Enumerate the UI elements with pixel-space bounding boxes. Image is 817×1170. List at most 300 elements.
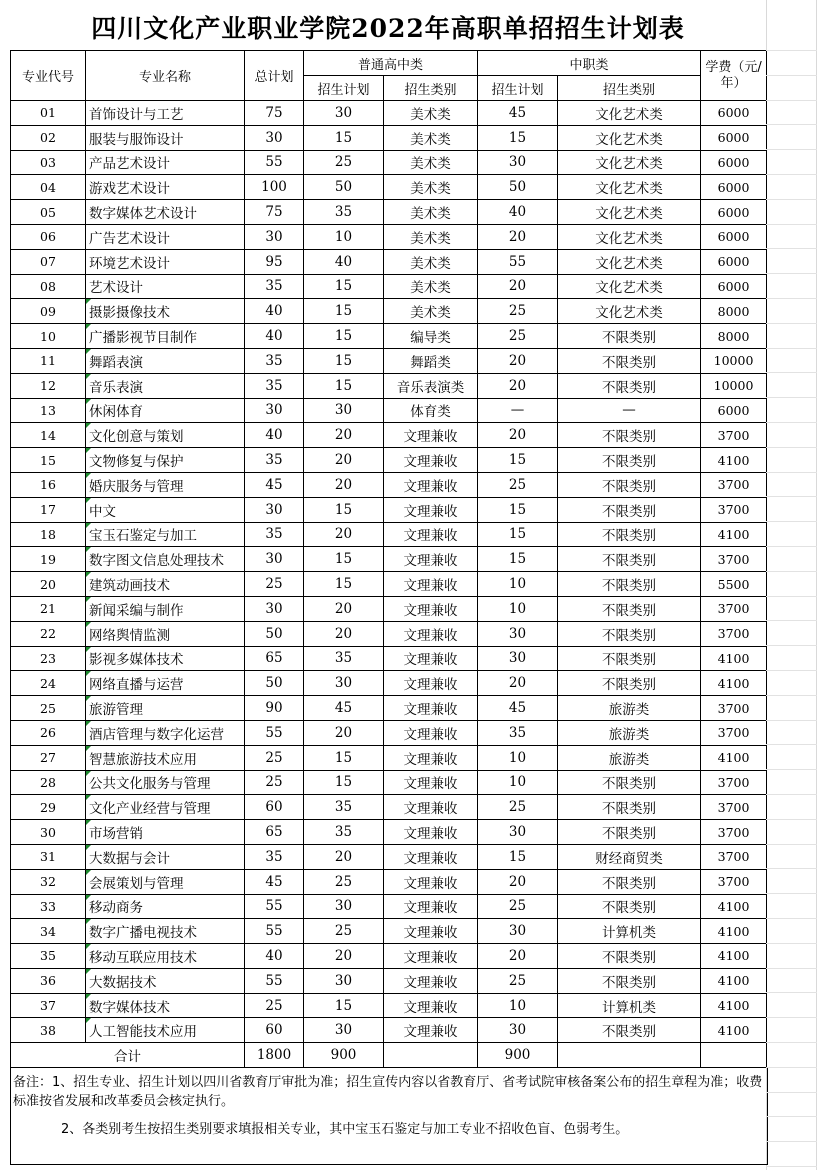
table-row xyxy=(11,720,767,745)
cell-name: 移动商务 xyxy=(86,894,245,919)
cell-voc-category: 不限类别 xyxy=(558,423,701,448)
cell-name: 新闻采编与制作 xyxy=(86,596,245,621)
gridline xyxy=(766,968,817,969)
cell-voc-category: 不限类别 xyxy=(558,795,701,820)
table-row xyxy=(11,745,767,770)
cell-name: 摄影摄像技术 xyxy=(86,299,245,324)
cell-voc-plan: 20 xyxy=(478,944,558,969)
cell-voc-category: 不限类别 xyxy=(558,373,701,398)
cell-voc-plan: 15 xyxy=(478,547,558,572)
gridline xyxy=(766,744,817,745)
cell-total: 60 xyxy=(245,1018,304,1043)
cell-code: 03 xyxy=(11,150,86,175)
gridline xyxy=(766,496,817,497)
cell-fee: 3700 xyxy=(701,795,767,820)
cell-code: 36 xyxy=(11,968,86,993)
table-row xyxy=(11,348,767,373)
cell-hs-category: 文理兼收 xyxy=(384,844,478,869)
table-row xyxy=(11,919,767,944)
cell-code: 28 xyxy=(11,770,86,795)
gridline xyxy=(766,1067,817,1068)
cell-name: 网络舆情监测 xyxy=(86,621,245,646)
gridline xyxy=(766,1116,817,1117)
cell-voc-category: 不限类别 xyxy=(558,572,701,597)
cell-hs-category: 文理兼收 xyxy=(384,646,478,671)
cell-total: 35 xyxy=(245,348,304,373)
cell-fee: 4100 xyxy=(701,745,767,770)
cell-hs-category: 文理兼收 xyxy=(384,596,478,621)
table-row xyxy=(11,472,767,497)
cell-voc-category: 不限类别 xyxy=(558,646,701,671)
cell-total: 45 xyxy=(245,869,304,894)
cell-name: 影视多媒体技术 xyxy=(86,646,245,671)
table-row xyxy=(11,671,767,696)
cell-hs-plan: 15 xyxy=(304,324,384,349)
cell-hs-plan: 35 xyxy=(304,820,384,845)
cell-total: 35 xyxy=(245,274,304,299)
cell-voc-plan: 25 xyxy=(478,324,558,349)
cell-voc-category: 不限类别 xyxy=(558,671,701,696)
gridline xyxy=(766,819,817,820)
cell-total: 25 xyxy=(245,572,304,597)
gridline xyxy=(766,571,817,572)
cell-voc-plan: 15 xyxy=(478,844,558,869)
cell-name: 移动互联应用技术 xyxy=(86,944,245,969)
cell-code: 27 xyxy=(11,745,86,770)
gridline xyxy=(766,422,817,423)
gridline xyxy=(766,794,817,795)
cell-voc-plan: 25 xyxy=(478,894,558,919)
table-row xyxy=(11,770,767,795)
cell-voc-plan: 20 xyxy=(478,373,558,398)
cell-hs-plan: 15 xyxy=(304,993,384,1018)
table-row xyxy=(11,398,767,423)
cell-code: 06 xyxy=(11,224,86,249)
cell-fee: 4100 xyxy=(701,448,767,473)
cell-hs-category: 文理兼收 xyxy=(384,621,478,646)
cell-fee: 6000 xyxy=(701,200,767,225)
table-row xyxy=(11,621,767,646)
cell-voc-category: — xyxy=(558,398,701,423)
cell-hs-plan: 10 xyxy=(304,224,384,249)
cell-hs-category: 美术类 xyxy=(384,249,478,274)
cell-hs-category: 文理兼收 xyxy=(384,944,478,969)
header-total: 总计划 xyxy=(245,51,304,101)
cell-fee: 6000 xyxy=(701,274,767,299)
cell-voc-plan: 20 xyxy=(478,671,558,696)
cell-voc-plan: 25 xyxy=(478,968,558,993)
cell-fee: 8000 xyxy=(701,299,767,324)
cell-total: 25 xyxy=(245,993,304,1018)
cell-hs-plan: 20 xyxy=(304,621,384,646)
cell-code: 26 xyxy=(11,720,86,745)
cell-hs-plan: 20 xyxy=(304,596,384,621)
cell-hs-plan: 20 xyxy=(304,448,384,473)
cell-fee: 3700 xyxy=(701,696,767,721)
cell-hs-plan: 15 xyxy=(304,299,384,324)
cell-hs-plan: 15 xyxy=(304,770,384,795)
cell-hs-plan: 20 xyxy=(304,944,384,969)
cell-hs-category: 舞蹈类 xyxy=(384,348,478,373)
cell-hs-category: 文理兼收 xyxy=(384,572,478,597)
cell-hs-category: 文理兼收 xyxy=(384,968,478,993)
cell-total: 100 xyxy=(245,175,304,200)
cell-name: 市场营销 xyxy=(86,820,245,845)
totals-hs-plan: 900 xyxy=(304,1043,384,1068)
cell-fee: 3700 xyxy=(701,621,767,646)
gridline xyxy=(766,397,817,398)
gridline xyxy=(766,1092,817,1093)
table-row xyxy=(11,572,767,597)
cell-hs-category: 编导类 xyxy=(384,324,478,349)
cell-total: 60 xyxy=(245,795,304,820)
cell-fee: 4100 xyxy=(701,1018,767,1043)
cell-name: 中文 xyxy=(86,497,245,522)
cell-code: 02 xyxy=(11,125,86,150)
cell-voc-plan: 30 xyxy=(478,820,558,845)
cell-code: 09 xyxy=(11,299,86,324)
cell-hs-category: 美术类 xyxy=(384,299,478,324)
cell-fee: 5500 xyxy=(701,572,767,597)
cell-fee: 10000 xyxy=(701,373,767,398)
gridline xyxy=(766,695,817,696)
cell-hs-category: 美术类 xyxy=(384,224,478,249)
cell-total: 75 xyxy=(245,200,304,225)
cell-hs-category: 文理兼收 xyxy=(384,547,478,572)
cell-fee: 6000 xyxy=(701,249,767,274)
cell-total: 90 xyxy=(245,696,304,721)
cell-total: 40 xyxy=(245,299,304,324)
cell-total: 30 xyxy=(245,398,304,423)
cell-total: 30 xyxy=(245,224,304,249)
cell-hs-plan: 20 xyxy=(304,522,384,547)
cell-code: 35 xyxy=(11,944,86,969)
cell-hs-plan: 35 xyxy=(304,795,384,820)
gridline xyxy=(766,893,817,894)
cell-total: 50 xyxy=(245,621,304,646)
cell-name: 酒店管理与数字化运营 xyxy=(86,720,245,745)
cell-total: 45 xyxy=(245,472,304,497)
table-row xyxy=(11,224,767,249)
cell-hs-plan: 20 xyxy=(304,472,384,497)
cell-voc-category: 不限类别 xyxy=(558,894,701,919)
cell-code: 11 xyxy=(11,348,86,373)
cell-hs-plan: 45 xyxy=(304,696,384,721)
header-fee: 学费（元/年） xyxy=(701,51,767,101)
cell-code: 07 xyxy=(11,249,86,274)
gridline xyxy=(766,124,817,125)
gridline xyxy=(766,224,817,225)
cell-code: 04 xyxy=(11,175,86,200)
cell-code: 37 xyxy=(11,993,86,1018)
cell-hs-plan: 30 xyxy=(304,101,384,126)
cell-fee: 3700 xyxy=(701,497,767,522)
cell-hs-category: 文理兼收 xyxy=(384,820,478,845)
gridline xyxy=(766,174,817,175)
header-code: 专业代号 xyxy=(11,51,86,101)
cell-total: 75 xyxy=(245,101,304,126)
table-row xyxy=(11,249,767,274)
cell-code: 18 xyxy=(11,522,86,547)
cell-fee: 10000 xyxy=(701,348,767,373)
gridline xyxy=(766,769,817,770)
table-row xyxy=(11,596,767,621)
cell-name: 舞蹈表演 xyxy=(86,348,245,373)
gridline xyxy=(766,620,817,621)
cell-name: 休闲体育 xyxy=(86,398,245,423)
cell-name: 首饰设计与工艺 xyxy=(86,101,245,126)
gridline xyxy=(766,670,817,671)
cell-total: 25 xyxy=(245,745,304,770)
cell-name: 数字媒体技术 xyxy=(86,993,245,1018)
cell-total: 25 xyxy=(245,770,304,795)
table-row xyxy=(11,200,767,225)
cell-voc-category: 不限类别 xyxy=(558,944,701,969)
enrollment-plan-table xyxy=(10,50,767,1068)
cell-name: 游戏艺术设计 xyxy=(86,175,245,200)
cell-name: 广告艺术设计 xyxy=(86,224,245,249)
gridline xyxy=(766,50,817,51)
table-row xyxy=(11,795,767,820)
cell-voc-plan: 20 xyxy=(478,348,558,373)
gridline xyxy=(766,844,817,845)
table-row xyxy=(11,274,767,299)
table-row xyxy=(11,448,767,473)
header-voc-category: 招生类别 xyxy=(558,76,701,101)
gridline xyxy=(766,372,817,373)
table-row xyxy=(11,299,767,324)
cell-name: 文物修复与保护 xyxy=(86,448,245,473)
cell-voc-category: 不限类别 xyxy=(558,820,701,845)
gridline xyxy=(766,323,817,324)
table-row xyxy=(11,968,767,993)
table-row xyxy=(11,423,767,448)
cell-fee: 6000 xyxy=(701,175,767,200)
cell-total: 40 xyxy=(245,324,304,349)
cell-hs-category: 文理兼收 xyxy=(384,522,478,547)
cell-code: 23 xyxy=(11,646,86,671)
cell-hs-plan: 15 xyxy=(304,125,384,150)
cell-fee: 6000 xyxy=(701,224,767,249)
cell-voc-category: 不限类别 xyxy=(558,869,701,894)
cell-name: 旅游管理 xyxy=(86,696,245,721)
cell-voc-category: 文化艺术类 xyxy=(558,200,701,225)
cell-code: 10 xyxy=(11,324,86,349)
cell-voc-category: 计算机类 xyxy=(558,919,701,944)
cell-hs-category: 文理兼收 xyxy=(384,472,478,497)
cell-total: 95 xyxy=(245,249,304,274)
cell-code: 15 xyxy=(11,448,86,473)
gridline xyxy=(766,298,817,299)
cell-hs-category: 文理兼收 xyxy=(384,869,478,894)
cell-voc-category: 不限类别 xyxy=(558,324,701,349)
remark-2: 2、各类别考生按招生类别要求填报相关专业，其中宝玉石鉴定与加工专业不招收色盲、色弱考生。 xyxy=(61,1122,629,1137)
gridline xyxy=(766,546,817,547)
cell-name: 大数据与会计 xyxy=(86,844,245,869)
gridline xyxy=(766,1141,817,1142)
cell-hs-plan: 35 xyxy=(304,646,384,671)
cell-code: 30 xyxy=(11,820,86,845)
gridline xyxy=(766,645,817,646)
cell-voc-plan: 45 xyxy=(478,696,558,721)
cell-voc-category: 不限类别 xyxy=(558,448,701,473)
gridline xyxy=(766,1166,817,1167)
cell-total: 30 xyxy=(245,497,304,522)
totals-voc-plan: 900 xyxy=(478,1043,558,1068)
cell-name: 音乐表演 xyxy=(86,373,245,398)
cell-code: 17 xyxy=(11,497,86,522)
cell-hs-category: 美术类 xyxy=(384,200,478,225)
totals-total: 1800 xyxy=(245,1043,304,1068)
cell-total: 30 xyxy=(245,547,304,572)
cell-fee: 8000 xyxy=(701,324,767,349)
remark-1: 备注：1、招生专业、招生计划以四川省教育厅审批为准；招生宣传内容以省教育厅、省考试院审核备案公布的招生章程为准；收费标准按省发展和改革委员会核定执行。 xyxy=(13,1075,763,1109)
cell-code: 25 xyxy=(11,696,86,721)
totals-hs-category xyxy=(384,1043,478,1068)
table-row xyxy=(11,1018,767,1043)
table-row xyxy=(11,522,767,547)
cell-hs-plan: 15 xyxy=(304,497,384,522)
cell-total: 40 xyxy=(245,944,304,969)
gridline xyxy=(766,273,817,274)
cell-code: 22 xyxy=(11,621,86,646)
cell-hs-category: 文理兼收 xyxy=(384,745,478,770)
totals-voc-category xyxy=(558,1043,701,1068)
cell-voc-category: 不限类别 xyxy=(558,547,701,572)
cell-voc-plan: 30 xyxy=(478,646,558,671)
cell-code: 33 xyxy=(11,894,86,919)
gridline xyxy=(766,447,817,448)
cell-name: 公共文化服务与管理 xyxy=(86,770,245,795)
cell-hs-plan: 35 xyxy=(304,200,384,225)
cell-hs-plan: 15 xyxy=(304,274,384,299)
table-row xyxy=(11,175,767,200)
cell-name: 宝玉石鉴定与加工 xyxy=(86,522,245,547)
totals-label: 合计 xyxy=(11,1043,245,1068)
header-name: 专业名称 xyxy=(86,51,245,101)
cell-total: 35 xyxy=(245,522,304,547)
gridline xyxy=(766,75,817,76)
table-row xyxy=(11,944,767,969)
cell-fee: 4100 xyxy=(701,671,767,696)
cell-hs-category: 体育类 xyxy=(384,398,478,423)
cell-voc-plan: 15 xyxy=(478,125,558,150)
cell-total: 65 xyxy=(245,820,304,845)
cell-voc-plan: 15 xyxy=(478,497,558,522)
cell-code: 01 xyxy=(11,101,86,126)
cell-hs-category: 文理兼收 xyxy=(384,671,478,696)
cell-fee: 4100 xyxy=(701,919,767,944)
cell-hs-category: 文理兼收 xyxy=(384,720,478,745)
cell-hs-plan: 15 xyxy=(304,348,384,373)
cell-hs-plan: 25 xyxy=(304,150,384,175)
cell-hs-plan: 40 xyxy=(304,249,384,274)
cell-voc-plan: 10 xyxy=(478,993,558,1018)
table-body xyxy=(11,101,767,1043)
cell-total: 55 xyxy=(245,919,304,944)
cell-voc-category: 不限类别 xyxy=(558,968,701,993)
gridline xyxy=(766,918,817,919)
cell-fee: 4100 xyxy=(701,646,767,671)
cell-total: 35 xyxy=(245,844,304,869)
cell-voc-plan: 35 xyxy=(478,720,558,745)
cell-hs-plan: 30 xyxy=(304,968,384,993)
cell-hs-category: 文理兼收 xyxy=(384,795,478,820)
table-row xyxy=(11,993,767,1018)
cell-total: 30 xyxy=(245,596,304,621)
cell-code: 16 xyxy=(11,472,86,497)
cell-name: 数字媒体艺术设计 xyxy=(86,200,245,225)
cell-fee: 3700 xyxy=(701,720,767,745)
header-vocational: 中职类 xyxy=(478,51,701,76)
cell-voc-plan: 30 xyxy=(478,621,558,646)
cell-code: 34 xyxy=(11,919,86,944)
cell-fee: 4100 xyxy=(701,968,767,993)
cell-hs-category: 文理兼收 xyxy=(384,919,478,944)
cell-hs-category: 文理兼收 xyxy=(384,423,478,448)
cell-hs-category: 音乐表演类 xyxy=(384,373,478,398)
cell-voc-plan: 10 xyxy=(478,745,558,770)
cell-name: 艺术设计 xyxy=(86,274,245,299)
gridline xyxy=(766,1042,817,1043)
cell-voc-category: 文化艺术类 xyxy=(558,249,701,274)
cell-fee: 3700 xyxy=(701,844,767,869)
gridline xyxy=(766,199,817,200)
cell-fee: 4100 xyxy=(701,522,767,547)
cell-hs-category: 美术类 xyxy=(384,175,478,200)
cell-voc-category: 不限类别 xyxy=(558,770,701,795)
cell-fee: 6000 xyxy=(701,125,767,150)
cell-hs-plan: 15 xyxy=(304,373,384,398)
cell-name: 环境艺术设计 xyxy=(86,249,245,274)
cell-voc-category: 文化艺术类 xyxy=(558,125,701,150)
cell-code: 24 xyxy=(11,671,86,696)
table-row xyxy=(11,696,767,721)
gridline xyxy=(766,348,817,349)
cell-hs-category: 文理兼收 xyxy=(384,894,478,919)
cell-voc-plan: 25 xyxy=(478,299,558,324)
cell-voc-plan: 50 xyxy=(478,175,558,200)
cell-total: 40 xyxy=(245,423,304,448)
cell-voc-category: 不限类别 xyxy=(558,596,701,621)
cell-code: 32 xyxy=(11,869,86,894)
cell-voc-category: 文化艺术类 xyxy=(558,299,701,324)
table-row xyxy=(11,646,767,671)
gridline xyxy=(766,248,817,249)
cell-voc-plan: 30 xyxy=(478,1018,558,1043)
cell-hs-plan: 20 xyxy=(304,423,384,448)
cell-voc-plan: 40 xyxy=(478,200,558,225)
gridline xyxy=(766,100,817,101)
cell-fee: 4100 xyxy=(701,944,767,969)
cell-voc-plan: 30 xyxy=(478,919,558,944)
cell-code: 21 xyxy=(11,596,86,621)
header-hs-category: 招生类别 xyxy=(384,76,478,101)
cell-name: 广播影视节目制作 xyxy=(86,324,245,349)
cell-code: 38 xyxy=(11,1018,86,1043)
cell-code: 05 xyxy=(11,200,86,225)
gridline xyxy=(766,149,817,150)
cell-fee: 3700 xyxy=(701,820,767,845)
cell-voc-category: 计算机类 xyxy=(558,993,701,1018)
cell-hs-plan: 50 xyxy=(304,175,384,200)
gridline xyxy=(766,720,817,721)
cell-hs-category: 美术类 xyxy=(384,101,478,126)
cell-voc-category: 不限类别 xyxy=(558,522,701,547)
cell-voc-category: 旅游类 xyxy=(558,696,701,721)
cell-name: 文化创意与策划 xyxy=(86,423,245,448)
cell-hs-plan: 30 xyxy=(304,1018,384,1043)
